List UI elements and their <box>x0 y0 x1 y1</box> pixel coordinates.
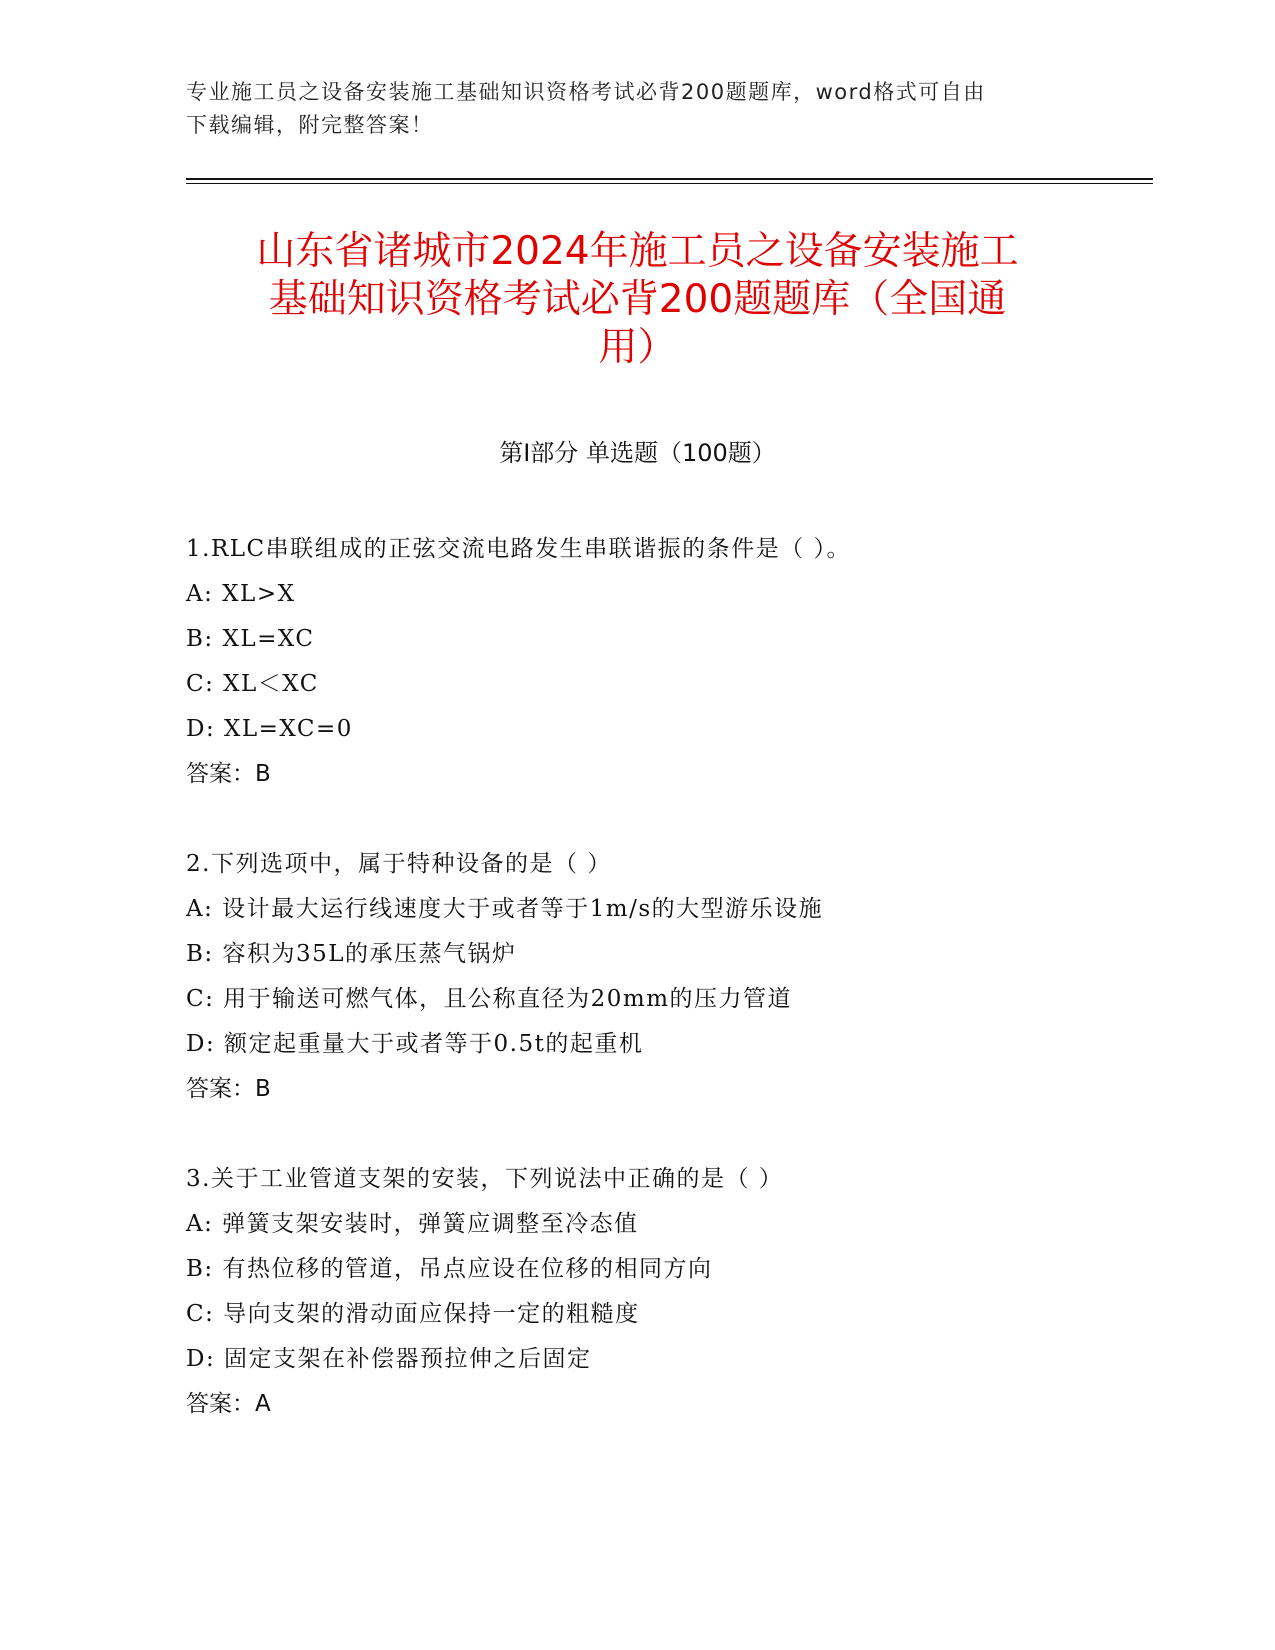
question-stem: 1.RLC串联组成的正弦交流电路发生串联谐振的条件是（ ）。 <box>186 536 851 562</box>
document-title-line-3: 用） <box>598 325 677 370</box>
header-note-line-1: 专业施工员之设备安装施工基础知识资格考试必背200题题库，word格式可自由 <box>186 80 986 104</box>
answer: 答案：A <box>186 1391 271 1417</box>
option-a: A: 设计最大运行线速度大于或者等于1m/s的大型游乐设施 <box>186 896 824 922</box>
question-2 <box>186 842 1086 1112</box>
section-heading: 第Ⅰ部分 单选题（100题） <box>499 439 776 467</box>
document-title-line-1: 山东省诸城市2024年施工员之设备安装施工 <box>256 229 1019 274</box>
document-title-line-2: 基础知识资格考试必背200题题库（全国通 <box>268 277 1007 322</box>
option-c: C: 用于输送可燃气体，且公称直径为20mm的压力管道 <box>186 986 793 1012</box>
answer: 答案：B <box>186 761 271 787</box>
option-d: D: XL=XC=0 <box>186 716 353 742</box>
document-title <box>186 228 1089 372</box>
option-a: A: XL>X <box>186 581 296 607</box>
question-spacer <box>186 1112 1086 1157</box>
option-d: D: 固定支架在补偿器预拉伸之后固定 <box>186 1346 592 1372</box>
question-spacer <box>186 797 1086 842</box>
question-3 <box>186 1157 1086 1427</box>
option-c: C: XL＜XC <box>186 671 319 697</box>
option-b: B: 有热位移的管道，吊点应设在位移的相同方向 <box>186 1256 713 1282</box>
option-c: C: 导向支架的滑动面应保持一定的粗糙度 <box>186 1301 640 1327</box>
question-stem: 2.下列选项中，属于特种设备的是（ ） <box>186 851 612 877</box>
option-a: A: 弹簧支架安装时，弹簧应调整至冷态值 <box>186 1211 639 1237</box>
question-list <box>186 527 1086 1427</box>
question-1 <box>186 527 1086 797</box>
document-header-note <box>186 76 1086 142</box>
question-stem: 3.关于工业管道支架的安装，下列说法中正确的是（ ） <box>186 1166 784 1192</box>
header-divider-thin <box>186 183 1153 184</box>
header-note-line-2: 下载编辑，附完整答案！ <box>186 113 434 137</box>
answer: 答案：B <box>186 1076 271 1102</box>
option-d: D: 额定起重量大于或者等于0.5t的起重机 <box>186 1031 644 1057</box>
option-b: B: 容积为35L的承压蒸气锅炉 <box>186 941 517 967</box>
option-b: B: XL=XC <box>186 626 315 652</box>
header-divider-thick <box>186 178 1153 180</box>
